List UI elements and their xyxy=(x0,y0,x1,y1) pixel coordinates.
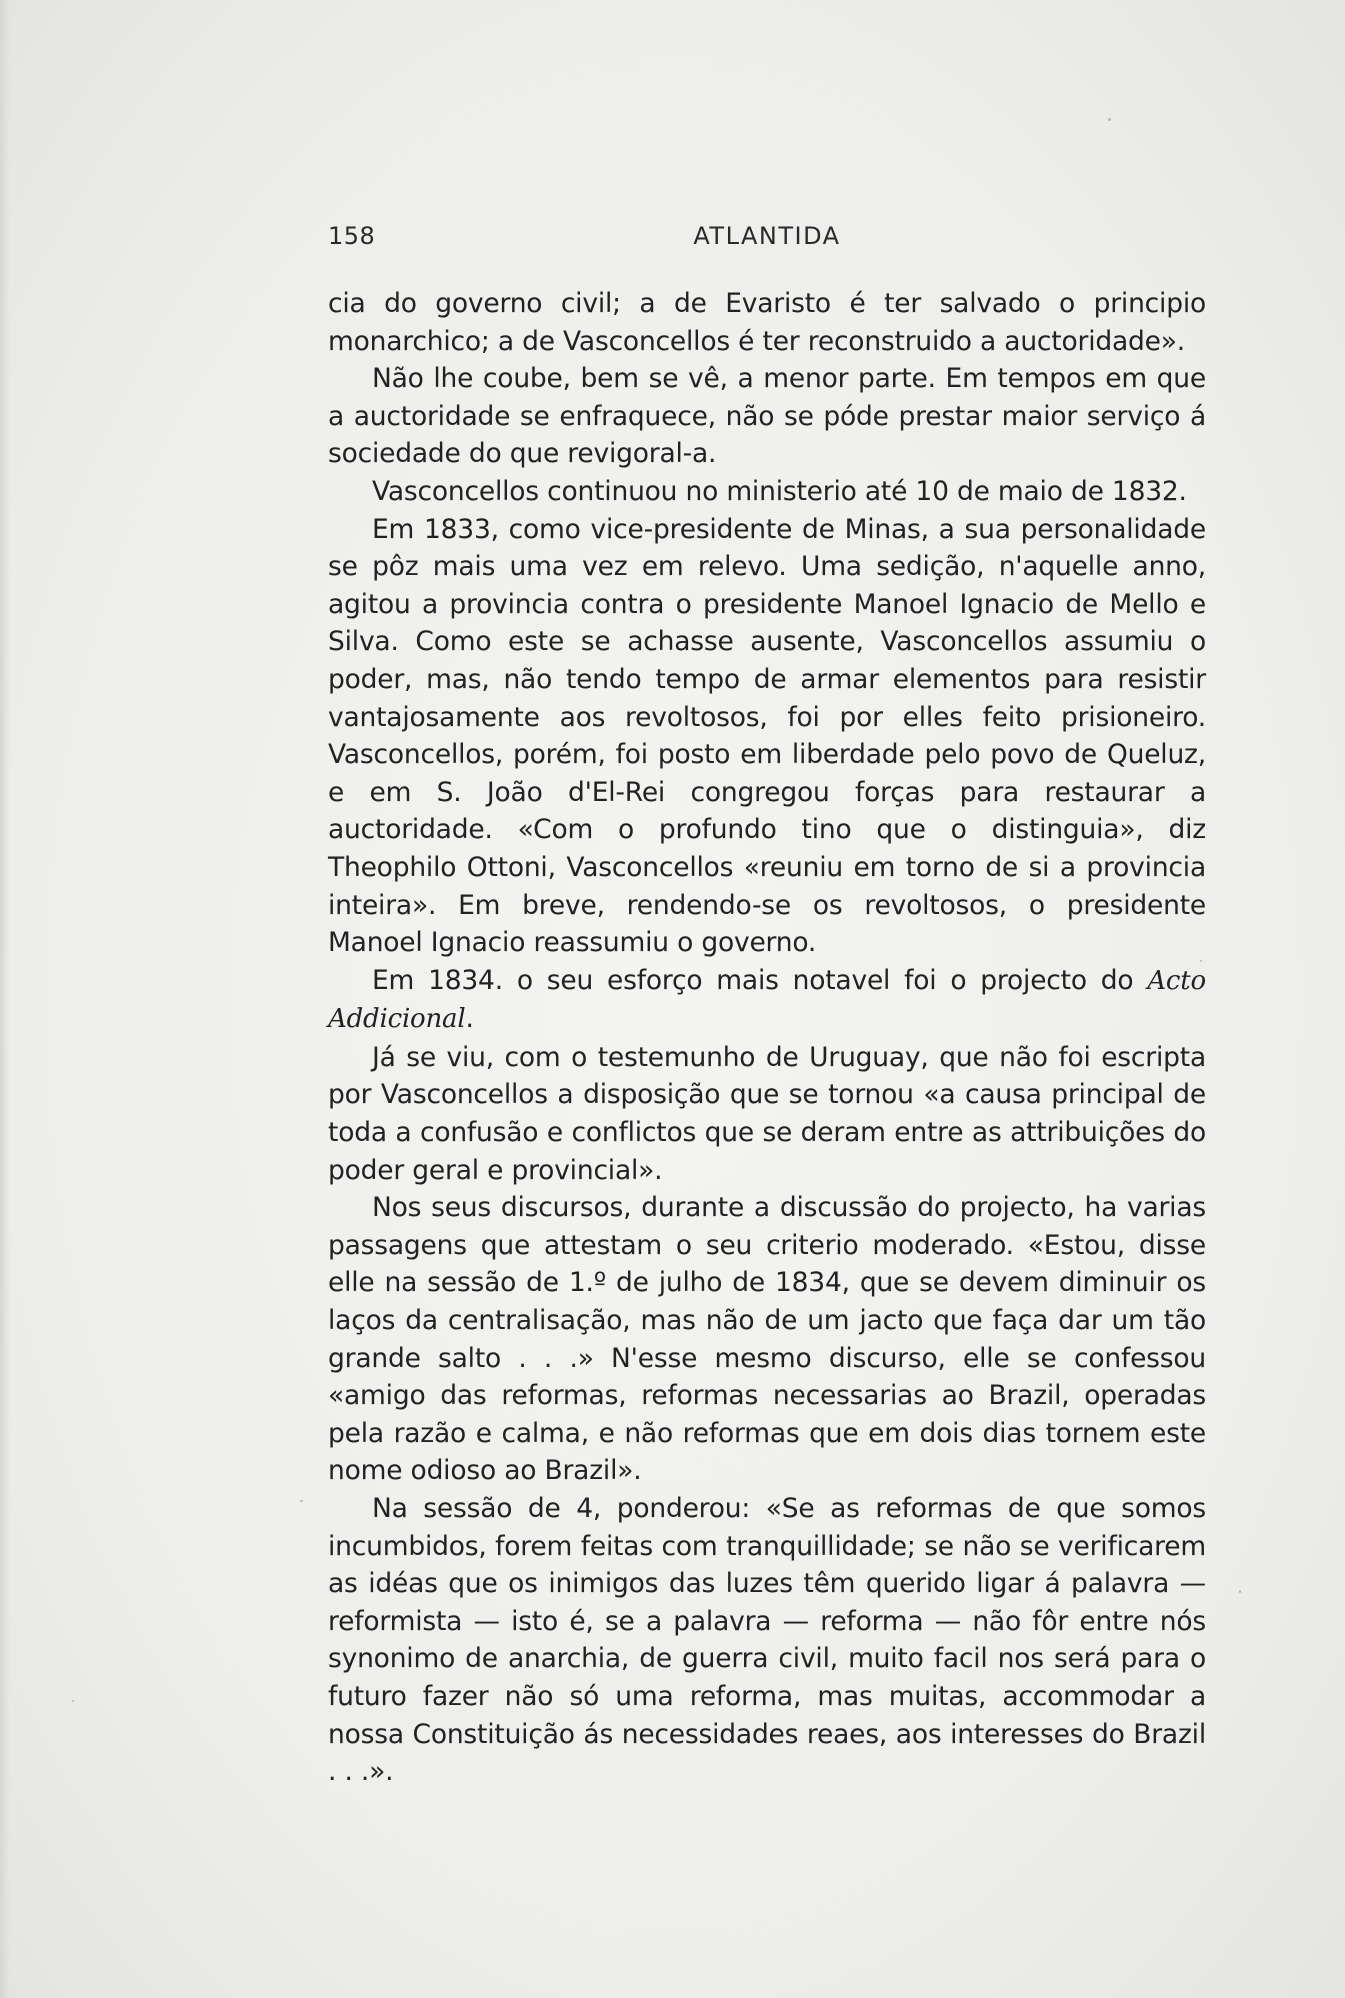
paragraph: Em 1834. o seu esforço mais notavel foi o projecto do Acto Addicional. xyxy=(328,964,1206,1035)
italic-title: Acto Addicional xyxy=(328,965,1206,1035)
body-text xyxy=(328,285,1206,1791)
page-number: 158 xyxy=(328,222,376,250)
paragraph: Não lhe coube, bem se vê, a menor parte. Em tempos em que a auctoridade se enfraquece, não se póde prestar maior serviço á sociedade do que revigoral-a. xyxy=(328,363,1206,470)
paragraph: Na sessão de 4, ponderou: «Se as reformas de que somos incumbidos, forem feitas com tranquillidade; se não se verificarem as idéas que os inimigos das luzes têm querido ligar á palavra — reformista — isto é, se a palavra — reforma — não fôr entre nós synonimo de anarchia, de guerra civil, muito facil nos será para o futuro fazer não só uma reforma, mas muitas, accommodar a nossa Constituição ás necessidades reaes, aos interesses do Brazil . . .». xyxy=(328,1493,1206,1788)
paragraph: Em 1833, como vice-presidente de Minas, a sua personalidade se pôz mais uma vez em relevo. Uma sedição, n'aquelle anno, agitou a provincia contra o presidente Manoel Ignacio de Mello e Silva. Como este se achasse ausente, Vasconcellos assumiu o poder, mas, não tendo tempo de armar elementos para resistir vantajosamente aos revoltosos, foi por elles feito prisioneiro. Vasconcellos, porém, foi posto em liberdade pelo povo de Queluz, e em S. João d'El-Rei congregou forças para restaurar a auctoridade. «Com o profundo tino que o distinguia», diz Theophilo Ottoni, Vasconcellos «reuniu em torno de si a provincia inteira». Em breve, rendendo-se os revoltosos, o presidente Manoel Ignacio reassumiu o governo. xyxy=(328,513,1206,959)
page-header xyxy=(328,218,1206,258)
paragraph: cia do governo civil; a de Evaristo é ter salvado o principio monarchico; a de Vasconcellos é ter reconstruido a auctoridade». xyxy=(328,288,1206,357)
paragraph: Nos seus discursos, durante a discussão do projecto, ha varias passagens que attestam o seu criterio moderado. «Estou, disse elle na sessão de 1.º de julho de 1834, que se devem diminuir os laços da centralisação, mas não de um jacto que faça dar um tão grande salto . . .» N'esse mesmo discurso, elle se confessou «amigo das reformas, reformas necessarias ao Brazil, operadas pela razão e calma, e não reformas que em dois dias tornem este nome odioso ao Brazil». xyxy=(328,1192,1206,1487)
paragraph: Já se viu, com o testemunho de Uruguay, que não foi escripta por Vasconcellos a disposição que se tornou «a causa principal de toda a confusão e conflictos que se deram entre as attribuições do poder geral e provincial». xyxy=(328,1041,1206,1186)
running-head: ATLANTIDA xyxy=(693,222,841,250)
paragraph: Vasconcellos continuou no ministerio até 10 de maio de 1832. xyxy=(372,475,1187,507)
page-edge-shadow xyxy=(0,0,10,1998)
